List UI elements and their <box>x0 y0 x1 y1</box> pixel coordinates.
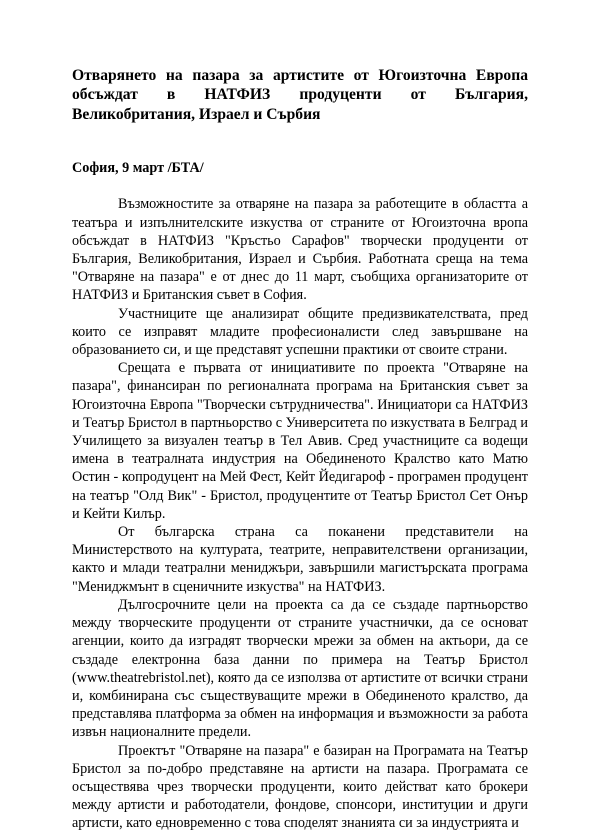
article-title: Отварянето на пазара за артистите от Югоизточна Европа обсъждат в НАТФИЗ продуценти от България, Великобритания, Израел и Сърбия <box>72 67 528 123</box>
paragraph-5: Дългосрочните цели на проекта са да се създаде партньорство между творческите продуценти от страните участнички, да се основат агенции, които да изградят творчески мрежи за обмен на актьори, да се създаде електронна база данни по примера на Театър Бристол (www.theatrebristol.net), която да се използва от артистите от всички страни и, комбинирана със съществуващите мрежи в Обединеното кралство, да представлява платформа за обмен на информация и възможности за работа извън националните предели. <box>72 596 528 741</box>
article-dateline: София, 9 март /БТА/ <box>72 160 204 177</box>
article-body <box>72 195 528 832</box>
paragraph-1: Възможностите за отваряне на пазара за работещите в областта а театъра и изпълнителските изкуства от страните от Югоизточна вропа обсъждат в НАТФИЗ "Кръстьо Сарафов" творчески продуценти от България, Великобритания, Израел и Сърбия. Работната среща на тема "Отваряне на пазара" е от днес до 11 март, съобщиха организаторите от НАТФИЗ и Британския съвет в София. <box>72 196 528 304</box>
paragraph-3: Срещата е първата от инициативите по проекта "Отваряне на пазара", финансиран по регионалната програма на Британския съвет за Югоизточна Европа "Творчески сътрудничества". Инициатори са НАТФИЗ и Театър Бристол в партньорство с Университета по изкуствата в Белград и Училището за визуален театър в Тел Авив. Сред участниците са водещи имена в театралната индустрия на Обединеното Кралство като Матю Остин - копродуцент на Мей Фест, Кейт Йедигарoф - програмен продуцент на театър "Олд Вик" - Бристол, продуцентите от Театър Бристол Сет Онър и Кейти Килър. <box>72 360 528 522</box>
paragraph-4: От българска страна са поканени представители на Министерството на културата, театрите, неправителствени организации, както и млади театрални мениджъри, завършили магистърската програма "Мениджмънт в сценичните изкуства" на НАТФИЗ. <box>72 524 528 595</box>
paragraph-2: Участниците ще анализират общите предизвикателствата, пред които се изправят младите професионалисти след завършване на образованието си, и ще представят успешни практики от своите страни. <box>72 305 528 359</box>
paragraph-6: Проектът "Отваряне на пазара" е базиран на Програмата на Театър Бристол за по-добро представяне на артисти на пазара. Програмата се осъществява чрез творчески продуценти, които действат като брокери между артисти и работодатели, фондове, спонсори, институции и други артисти, като едновременно с това споделят знанията си за индустрията и <box>72 742 528 832</box>
